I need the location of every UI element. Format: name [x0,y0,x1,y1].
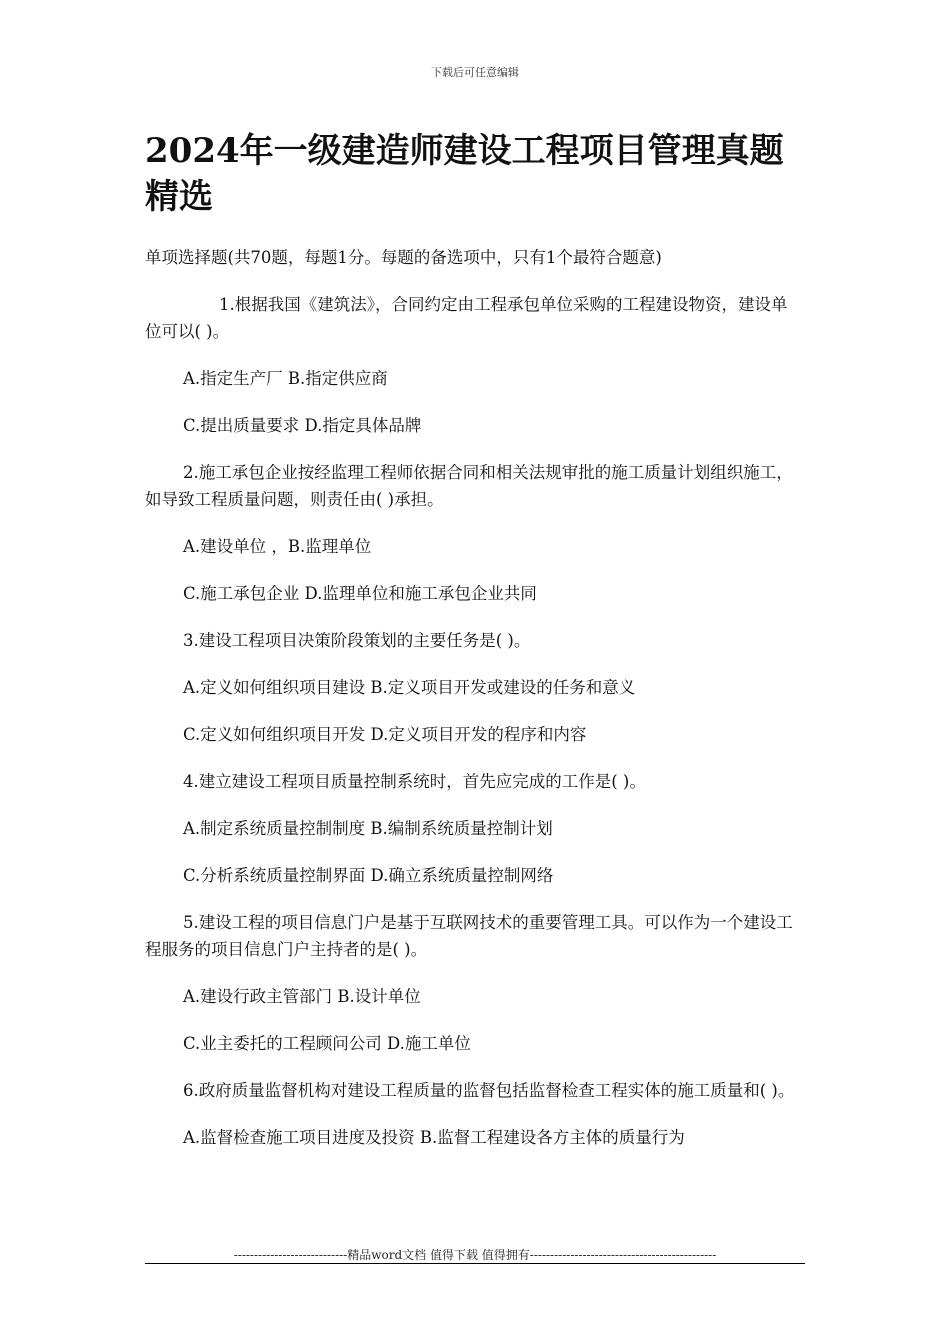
question-5-stem: 5.建设工程的项目信息门户是基于互联网技术的重要管理工具。可以作为一个建设工程服务的项目信息门户主持者的是( )。 [145,913,793,959]
question-5-options-cd: C.业主委托的工程顾问公司 D.施工单位 [183,1034,471,1053]
question-4-stem: 4.建立建设工程项目质量控制系统时，首先应完成的工作是( )。 [183,772,646,791]
footer-note: ----------------------------精品word文档 值得下载 值得拥有---------------------------------------------- [233,1248,717,1262]
question-3-stem: 3.建设工程项目决策阶段策划的主要任务是( )。 [183,631,531,650]
question-4-options-ab: A.制定系统质量控制制度 B.编制系统质量控制计划 [183,819,553,838]
header-note: 下载后可任意编辑 [431,66,519,79]
question-3-options-cd: C.定义如何组织项目开发 D.定义项目开发的程序和内容 [183,725,587,744]
question-4-options-cd: C.分析系统质量控制界面 D.确立系统质量控制网络 [183,866,554,885]
question-2-options-cd: C.施工承包企业 D.监理单位和施工承包企业共同 [183,584,537,603]
question-6-stem: 6.政府质量监督机构对建设工程质量的监督包括监督检查工程实体的施工质量和( )。 [183,1081,795,1100]
question-1-options-ab: A.指定生产厂 B.指定供应商 [183,369,388,388]
footer-divider [145,1263,805,1264]
document-body [145,244,800,1171]
question-3-options-ab: A.定义如何组织项目建设 B.定义项目开发或建设的任务和意义 [183,678,636,697]
question-2-stem: 2.施工承包企业按经监理工程师依据合同和相关法规审批的施工质量计划组织施工，如导致工程质量问题，则责任由( )承担。 [145,463,793,509]
question-1-options-cd: C.提出质量要求 D.指定具体品牌 [183,416,422,435]
document-title: 2024年一级建造师建设工程项目管理真题精选 [145,131,784,217]
question-5-options-ab: A.建设行政主管部门 B.设计单位 [183,987,421,1006]
question-6-options-ab: A.监督检查施工项目进度及投资 B.监督工程建设各方主体的质量行为 [183,1128,685,1147]
question-2-options-ab: A.建设单位 ，B.监理单位 [183,537,372,556]
question-1-stem: 1.根据我国《建筑法》，合同约定由工程承包单位采购的工程建设物资，建设单位可以( )。 [145,295,788,341]
section-intro: 单项选择题(共70题，每题1分。每题的备选项中，只有1个最符合题意) [145,248,662,267]
